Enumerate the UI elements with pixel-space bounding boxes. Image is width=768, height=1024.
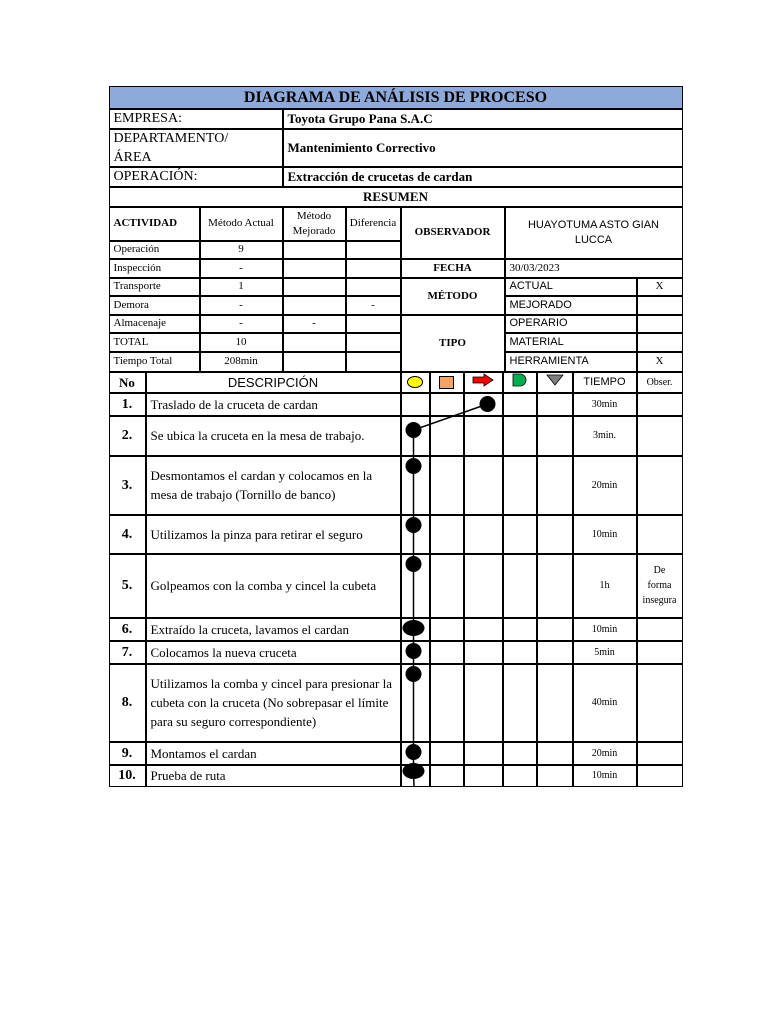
empresa-value <box>283 109 683 129</box>
resumen-row-2-mejorado <box>283 278 346 296</box>
resumen-row-2-diferencia <box>346 278 401 296</box>
transport-arrow-icon <box>472 373 494 391</box>
step-5-symbol-demora <box>503 554 537 618</box>
operacion-value-text: Extracción de crucetas de cardan <box>287 169 473 184</box>
step-5-number <box>109 554 146 618</box>
resumen-row-1-actual <box>200 259 283 278</box>
metodo-mejorado-header-text: Método Mejorado <box>292 209 336 237</box>
resumen-row-6-actividad-text: Tiempo Total <box>113 355 173 367</box>
step-9-tiempo <box>573 742 637 765</box>
step-2-symbol-transporte <box>464 416 503 456</box>
metodo-mejorado-header <box>283 207 346 241</box>
tipo-herramienta-mark-text: X <box>655 355 664 367</box>
resumen-row-3-diferencia <box>346 296 401 315</box>
step-7-description-text: Colocamos la nueva cruceta <box>150 644 297 660</box>
departamento-label <box>109 129 283 167</box>
step-1-symbol-almacenaje <box>537 393 573 416</box>
step-7-symbol-almacenaje <box>537 641 573 664</box>
step-3-number-text: 3. <box>121 477 133 493</box>
step-2-symbol-inspeccion <box>430 416 464 456</box>
step-7-symbol-operacion <box>401 641 430 664</box>
tipo-operario-mark <box>637 315 683 333</box>
resumen-row-5-diferencia <box>346 333 401 352</box>
empresa-label <box>109 109 283 129</box>
step-1-symbol-transporte <box>464 393 503 416</box>
step-10-symbol-operacion <box>401 765 430 787</box>
tipo-herramienta-option <box>505 352 637 372</box>
step-6-tiempo-text: 10min <box>591 623 618 635</box>
step-4-description <box>146 515 401 554</box>
step-9-symbol-operacion <box>401 742 430 765</box>
no-header <box>109 372 146 393</box>
resumen-row-2-actual-text: 1 <box>238 280 244 292</box>
step-3-symbol-almacenaje <box>537 456 573 515</box>
resumen-row-6-diferencia <box>346 352 401 372</box>
descripcion-header-text: DESCRIPCIÓN <box>227 374 319 390</box>
step-6-number <box>109 618 146 641</box>
resumen-row-1-actividad <box>109 259 200 278</box>
step-9-description <box>146 742 401 765</box>
fecha-value-text: 30/03/2023 <box>509 261 560 274</box>
resumen-row-6-actual <box>200 352 283 372</box>
resumen-row-3-actual-text: - <box>239 298 243 311</box>
resumen-row-2-actual <box>200 278 283 296</box>
tipo-herramienta-mark <box>637 352 683 372</box>
step-6-symbol-demora <box>503 618 537 641</box>
metodo-mejorado-mark <box>637 296 683 315</box>
operacion-value <box>283 167 683 187</box>
resumen-row-5-actual <box>200 333 283 352</box>
step-2-tiempo-text: 3min. <box>592 430 617 441</box>
departamento-value <box>283 129 683 167</box>
no-header-text: No <box>119 374 135 390</box>
step-5-symbol-almacenaje <box>537 554 573 618</box>
step-1-symbol-inspeccion <box>430 393 464 416</box>
step-8-description-text: Utilizamos la comba y cincel para presionar la cubeta con la cruceta (No sobrepasar el límite para su seguro correspondiente) <box>150 676 392 729</box>
storage-triangle-icon <box>546 374 564 390</box>
step-4-number-text: 4. <box>121 526 133 542</box>
fecha-label <box>401 259 505 278</box>
step-9-symbol-demora <box>503 742 537 765</box>
step-4-symbol-almacenaje <box>537 515 573 554</box>
resumen-row-0-actividad <box>109 241 200 259</box>
step-3-obser <box>637 456 683 515</box>
resumen-row-0-actividad-text: Operación <box>113 243 160 255</box>
delay-d-icon <box>512 373 528 391</box>
metodo-mejorado-option-text: MEJORADO <box>509 298 572 311</box>
step-3-symbol-operacion <box>401 456 430 515</box>
resumen-row-2-actividad <box>109 278 200 296</box>
step-9-obser <box>637 742 683 765</box>
resumen-row-5-actividad <box>109 333 200 352</box>
step-6-symbol-operacion <box>401 618 430 641</box>
step-8-number-text: 8. <box>121 695 133 710</box>
resumen-row-4-actual <box>200 315 283 333</box>
step-4-symbol-operacion <box>401 515 430 554</box>
step-5-description-text: Golpeamos con la comba y cincel la cubeta <box>150 578 377 593</box>
resumen-row-5-actual-text: 10 <box>235 335 247 348</box>
step-6-symbol-transporte <box>464 618 503 641</box>
step-8-symbol-inspeccion <box>430 664 464 742</box>
step-4-symbol-inspeccion <box>430 515 464 554</box>
observador-label-text: OBSERVADOR <box>414 226 491 238</box>
tipo-label <box>401 315 505 372</box>
empresa-value-text: Toyota Grupo Pana S.A.C <box>287 111 433 126</box>
tipo-operario-option <box>505 315 637 333</box>
step-5-obser <box>637 554 683 618</box>
step-6-obser <box>637 618 683 641</box>
tipo-material-option <box>505 333 637 352</box>
step-3-tiempo <box>573 456 637 515</box>
document-title-text: DIAGRAMA DE ANÁLISIS DE PROCESO <box>243 88 548 106</box>
step-7-description <box>146 641 401 664</box>
step-10-symbol-inspeccion <box>430 765 464 787</box>
step-2-number-text: 2. <box>121 428 133 443</box>
step-8-symbol-transporte <box>464 664 503 742</box>
step-8-symbol-almacenaje <box>537 664 573 742</box>
step-10-number-text: 10. <box>118 768 136 783</box>
symbol-header-almacenaje <box>537 372 573 393</box>
step-4-tiempo-text: 10min <box>591 528 618 540</box>
tipo-material-mark <box>637 333 683 352</box>
step-5-symbol-inspeccion <box>430 554 464 618</box>
step-8-number <box>109 664 146 742</box>
symbol-header-inspeccion <box>430 372 464 393</box>
step-5-tiempo <box>573 554 637 618</box>
metodo-actual-header <box>200 207 283 241</box>
step-2-tiempo <box>573 416 637 456</box>
step-6-tiempo <box>573 618 637 641</box>
step-9-symbol-almacenaje <box>537 742 573 765</box>
step-7-obser <box>637 641 683 664</box>
resumen-row-1-mejorado <box>283 259 346 278</box>
step-1-number-text: 1. <box>121 396 133 412</box>
resumen-row-5-actividad-text: TOTAL <box>113 335 149 348</box>
step-1-tiempo <box>573 393 637 416</box>
metodo-mejorado-option <box>505 296 637 315</box>
step-10-number <box>109 765 146 787</box>
metodo-label-text: MÉTODO <box>427 289 478 302</box>
step-7-symbol-transporte <box>464 641 503 664</box>
step-9-tiempo-text: 20min <box>591 747 618 759</box>
step-9-symbol-transporte <box>464 742 503 765</box>
metodo-actual-option <box>505 278 637 296</box>
tipo-operario-option-text: OPERARIO <box>509 317 568 329</box>
resumen-row-6-actual-text: 208min <box>224 355 258 367</box>
step-7-symbol-inspeccion <box>430 641 464 664</box>
resumen-row-3-actual <box>200 296 283 315</box>
operacion-label <box>109 167 283 187</box>
fecha-value <box>505 259 683 278</box>
step-10-symbol-demora <box>503 765 537 787</box>
operacion-label-text: OPERACIÓN: <box>113 169 198 184</box>
descripcion-header <box>146 372 401 393</box>
step-7-tiempo-text: 5min <box>594 646 615 658</box>
departamento-label-line1: DEPARTAMENTO/ <box>113 130 229 146</box>
resumen-row-4-actividad-text: Almacenaje <box>113 317 167 329</box>
step-6-symbol-almacenaje <box>537 618 573 641</box>
step-2-symbol-operacion <box>401 416 430 456</box>
resumen-row-4-actividad <box>109 315 200 333</box>
step-7-tiempo <box>573 641 637 664</box>
step-5-symbol-operacion <box>401 554 430 618</box>
step-6-symbol-inspeccion <box>430 618 464 641</box>
step-10-tiempo <box>573 765 637 787</box>
tipo-herramienta-option-text: HERRAMIENTA <box>509 355 589 367</box>
step-4-tiempo <box>573 515 637 554</box>
step-5-tiempo-text: 1h <box>599 580 610 591</box>
step-9-number <box>109 742 146 765</box>
resumen-row-2-actividad-text: Transporte <box>113 280 161 292</box>
step-1-obser <box>637 393 683 416</box>
step-1-symbol-operacion <box>401 393 430 416</box>
step-3-description-text: Desmontamos el cardan y colocamos en la mesa de trabajo (Tornillo de banco) <box>150 468 373 502</box>
step-4-symbol-demora <box>503 515 537 554</box>
step-4-description-text: Utilizamos la pinza para retirar el seguro <box>150 526 363 542</box>
step-1-symbol-demora <box>503 393 537 416</box>
step-4-number <box>109 515 146 554</box>
inspection-square-icon <box>439 376 454 389</box>
symbol-header-demora <box>503 372 537 393</box>
departamento-value-text: Mantenimiento Correctivo <box>287 140 436 155</box>
step-8-obser <box>637 664 683 742</box>
resumen-row-3-diferencia-text: - <box>371 298 375 311</box>
symbol-header-operacion <box>401 372 430 393</box>
step-10-description-text: Prueba de ruta <box>150 768 226 783</box>
step-2-obser <box>637 416 683 456</box>
observador-value-text: HUAYOTUMA ASTO GIAN LUCCA <box>527 218 659 246</box>
resumen-row-4-mejorado <box>283 315 346 333</box>
metodo-actual-header-text: Método Actual <box>208 217 274 229</box>
resumen-row-1-actividad-text: Inspección <box>113 261 162 274</box>
step-8-tiempo <box>573 664 637 742</box>
step-2-symbol-demora <box>503 416 537 456</box>
empresa-label-text: EMPRESA: <box>113 111 182 126</box>
step-10-symbol-transporte <box>464 765 503 787</box>
actividad-header-text: ACTIVIDAD <box>113 217 178 229</box>
symbol-header-transporte <box>464 372 503 393</box>
step-5-number-text: 5. <box>121 578 133 593</box>
step-6-description <box>146 618 401 641</box>
departamento-label-line2: ÁREA <box>113 149 152 165</box>
step-3-symbol-inspeccion <box>430 456 464 515</box>
step-3-description <box>146 456 401 515</box>
resumen-row-6-mejorado <box>283 352 346 372</box>
step-3-symbol-transporte <box>464 456 503 515</box>
step-8-tiempo-text: 40min <box>591 697 618 708</box>
resumen-row-3-mejorado <box>283 296 346 315</box>
resumen-row-4-diferencia <box>346 315 401 333</box>
step-9-number-text: 9. <box>121 745 133 761</box>
step-4-symbol-transporte <box>464 515 503 554</box>
step-4-obser <box>637 515 683 554</box>
document-title <box>109 86 683 109</box>
metodo-actual-mark-text: X <box>655 280 664 292</box>
step-5-description <box>146 554 401 618</box>
resumen-row-6-actividad <box>109 352 200 372</box>
obser-header-text: Obser. <box>646 376 673 388</box>
observador-value <box>505 207 683 259</box>
resumen-row-0-actual <box>200 241 283 259</box>
step-9-description-text: Montamos el cardan <box>150 745 257 761</box>
step-2-description-text: Se ubica la cruceta en la mesa de trabajo. <box>150 428 365 443</box>
step-1-description <box>146 393 401 416</box>
tipo-label-text: TIPO <box>439 336 466 349</box>
metodo-actual-option-text: ACTUAL <box>509 280 553 292</box>
tiempo-header-text: TIEMPO <box>583 375 626 388</box>
resumen-row-1-diferencia <box>346 259 401 278</box>
step-1-description-text: Traslado de la cruceta de cardan <box>150 396 318 412</box>
step-3-tiempo-text: 20min <box>591 479 618 491</box>
actividad-header <box>109 207 200 241</box>
step-1-number <box>109 393 146 416</box>
observador-label <box>401 207 505 259</box>
step-10-tiempo-text: 10min <box>591 770 618 781</box>
resumen-row-3-actividad <box>109 296 200 315</box>
step-2-symbol-almacenaje <box>537 416 573 456</box>
step-5-symbol-transporte <box>464 554 503 618</box>
step-2-description <box>146 416 401 456</box>
step-6-description-text: Extraído la cruceta, lavamos el cardan <box>150 621 350 637</box>
resumen-row-5-mejorado <box>283 333 346 352</box>
diferencia-header <box>346 207 401 241</box>
step-8-description <box>146 664 401 742</box>
metodo-actual-mark <box>637 278 683 296</box>
resumen-row-0-mejorado <box>283 241 346 259</box>
step-3-number <box>109 456 146 515</box>
resumen-row-4-mejorado-text: - <box>312 317 316 329</box>
step-10-description <box>146 765 401 787</box>
step-5-obser-text: De forma insegura <box>642 565 677 606</box>
step-6-number-text: 6. <box>121 621 133 637</box>
diferencia-header-text: Diferencia <box>349 217 397 229</box>
step-1-tiempo-text: 30min <box>591 398 618 410</box>
step-10-obser <box>637 765 683 787</box>
step-7-number-text: 7. <box>121 644 133 660</box>
resumen-row-0-diferencia <box>346 241 401 259</box>
metodo-label <box>401 278 505 315</box>
tipo-material-option-text: MATERIAL <box>509 335 564 348</box>
resumen-row-3-actividad-text: Demora <box>113 298 149 311</box>
resumen-row-4-actual-text: - <box>239 317 243 329</box>
resumen-title <box>109 187 683 207</box>
resumen-row-0-actual-text: 9 <box>238 243 244 255</box>
operation-circle-icon <box>407 376 423 388</box>
resumen-title-text: RESUMEN <box>362 189 428 204</box>
step-8-symbol-demora <box>503 664 537 742</box>
resumen-row-1-actual-text: - <box>239 261 243 274</box>
step-2-number <box>109 416 146 456</box>
step-10-symbol-almacenaje <box>537 765 573 787</box>
step-7-number <box>109 641 146 664</box>
tiempo-header <box>573 372 637 393</box>
step-3-symbol-demora <box>503 456 537 515</box>
obser-header <box>637 372 683 393</box>
step-8-symbol-operacion <box>401 664 430 742</box>
fecha-label-text: FECHA <box>433 261 472 274</box>
step-7-symbol-demora <box>503 641 537 664</box>
step-9-symbol-inspeccion <box>430 742 464 765</box>
